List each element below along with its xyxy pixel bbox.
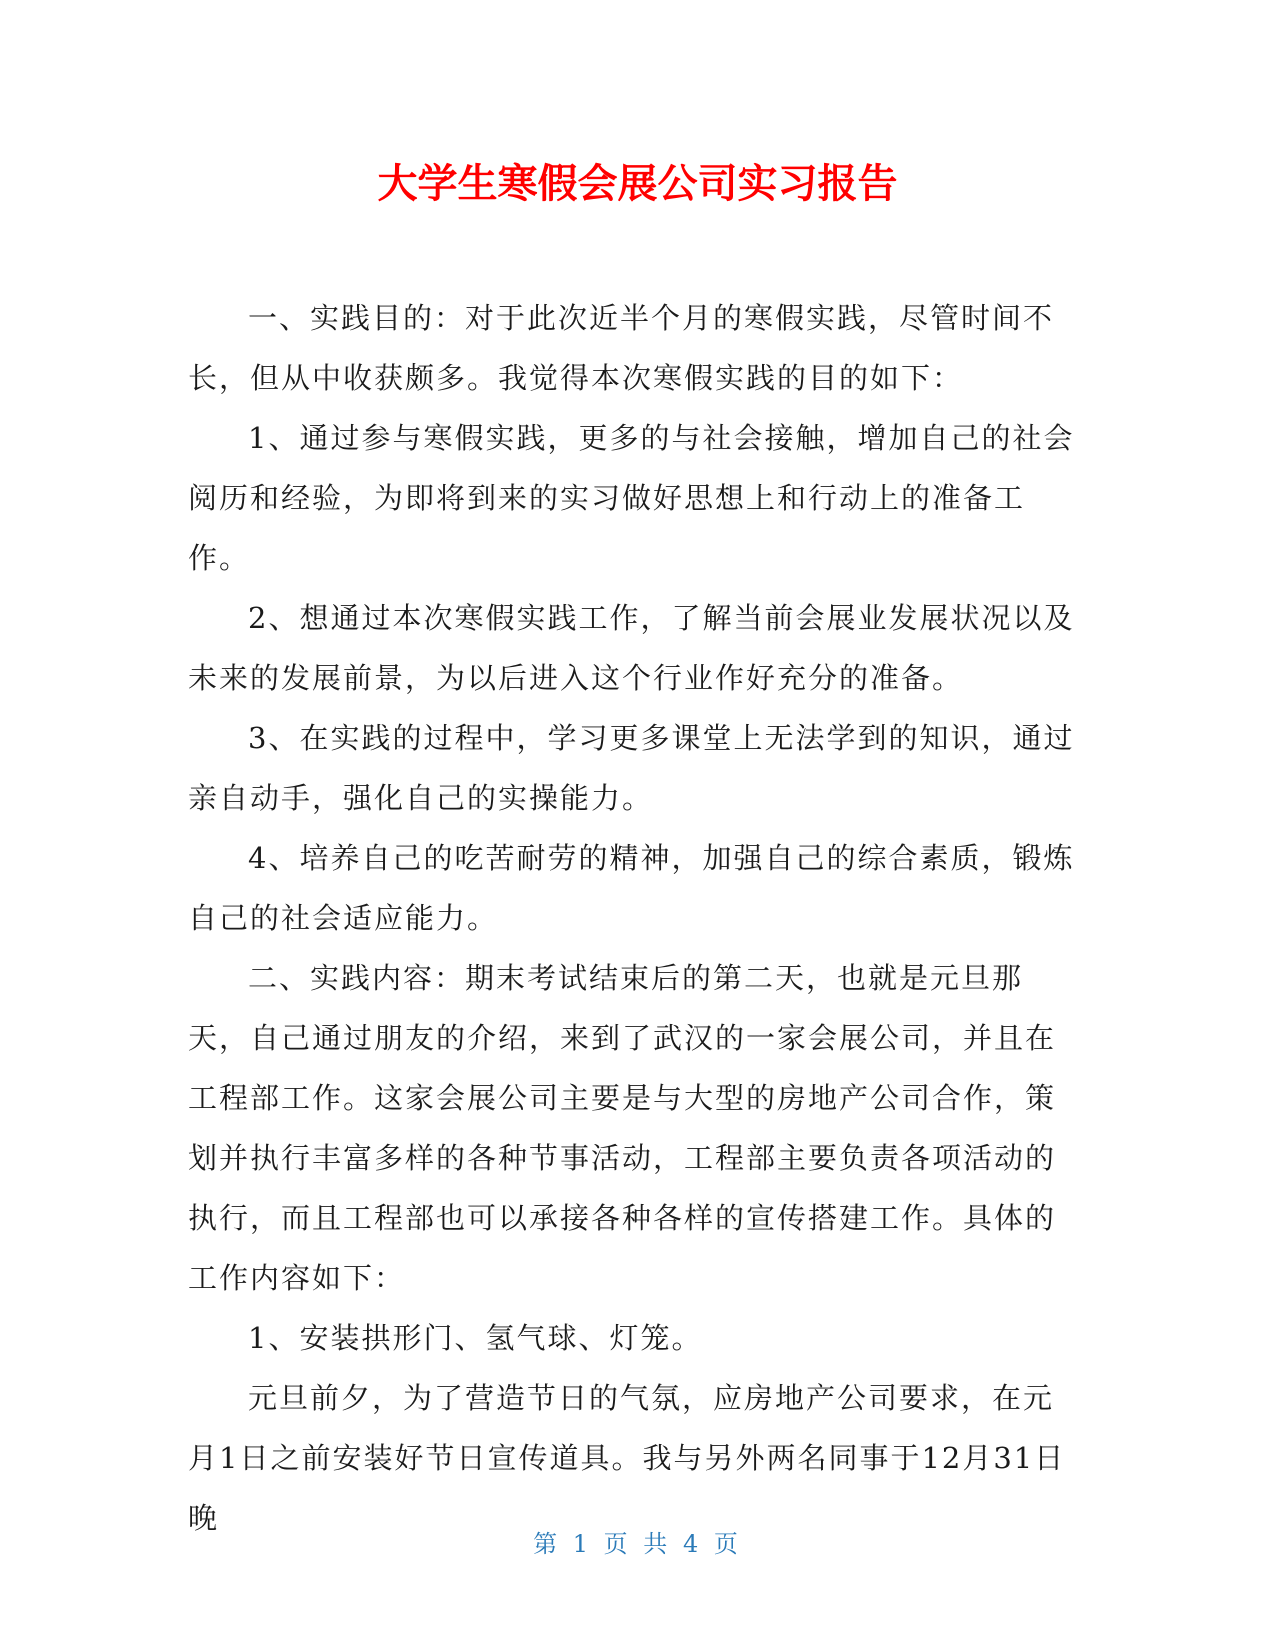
paragraph: 元旦前夕，为了营造节日的气氛，应房地产公司要求，在元月1日之前安装好节日宣传道具。我与另外两名同事于12月31日晚 [188,1381,1066,1535]
paragraph: 一、实践目的：对于此次近半个月的寒假实践，尽管时间不长，但从中收获颇多。我觉得本次寒假实践的目的如下： [188,301,1055,395]
paragraph: 1、通过参与寒假实践，更多的与社会接触，增加自己的社会阅历和经验，为即将到来的实习做好思想上和行动上的准备工作。 [188,421,1075,575]
page-number-footer: 第 1 页 共 4 页 [533,1530,742,1558]
document-body [188,288,1078,1548]
paragraph: 3、在实践的过程中，学习更多课堂上无法学到的知识，通过亲自动手，强化自己的实操能力。 [188,721,1075,815]
paragraph: 2、想通过本次寒假实践工作，了解当前会展业发展状况以及未来的发展前景，为以后进入这个行业作好充分的准备。 [188,601,1075,695]
document-title: 大学生寒假会展公司实习报告 [377,161,898,207]
paragraph: 4、培养自己的吃苦耐劳的精神，加强自己的综合素质，锻炼自己的社会适应能力。 [188,841,1075,935]
paragraph: 1、安装拱形门、氢气球、灯笼。 [248,1321,703,1355]
paragraph: 二、实践内容：期末考试结束后的第二天，也就是元旦那天，自己通过朋友的介绍，来到了武汉的一家会展公司，并且在工程部工作。这家会展公司主要是与大型的房地产公司合作，策划并执行丰富多样的各种节事活动，工程部主要负责各项活动的执行，而且工程部也可以承接各种各样的宣传搭建工作。具体的工作内容如下： [188,961,1057,1295]
